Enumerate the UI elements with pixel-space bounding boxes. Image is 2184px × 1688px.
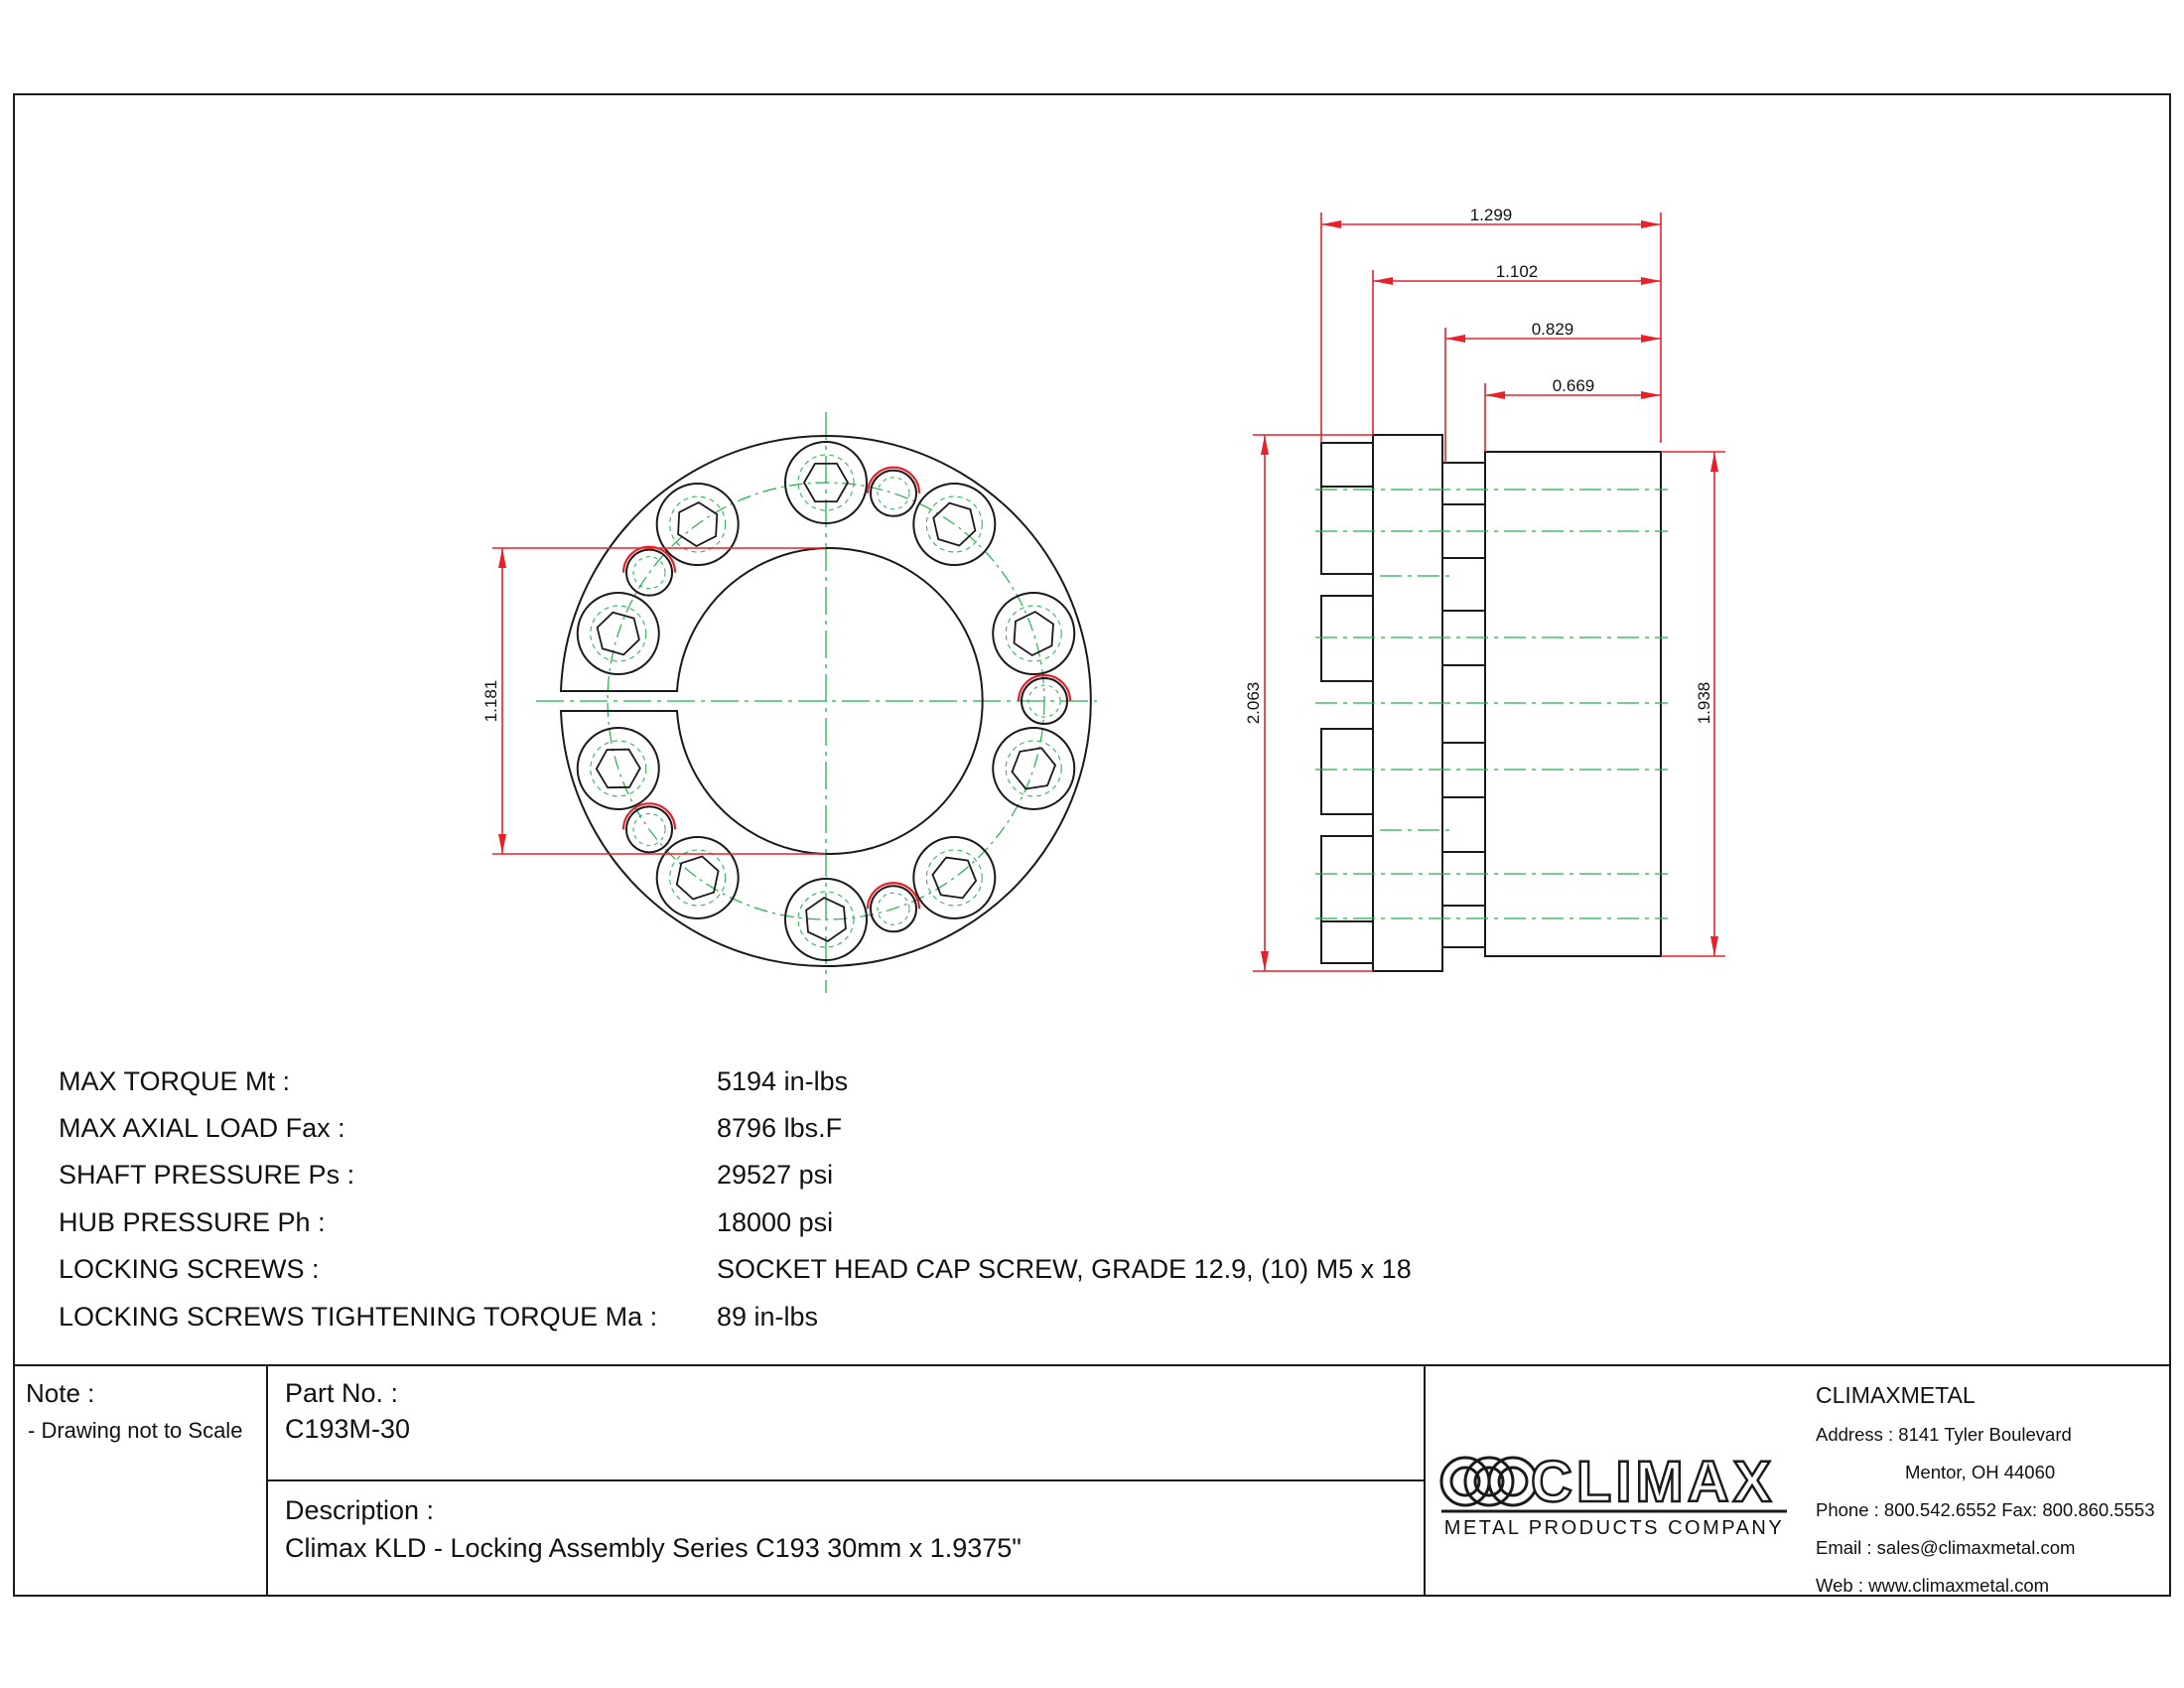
dim-text-1299: 1.299 bbox=[1469, 206, 1513, 224]
spec-label-tightening-torque: LOCKING SCREWS TIGHTENING TORQUE Ma : bbox=[59, 1302, 658, 1332]
bolt-hole bbox=[913, 837, 995, 918]
address-line-1: Address : 8141 Tyler Boulevard bbox=[1816, 1424, 2072, 1445]
pull-hole bbox=[623, 547, 675, 596]
dim-text-1938: 1.938 bbox=[1695, 681, 1713, 725]
dimension-1102 bbox=[1373, 270, 1661, 435]
front-view bbox=[536, 412, 1097, 993]
spec-label-shaft-pressure: SHAFT PRESSURE Ps : bbox=[59, 1160, 355, 1190]
pull-hole bbox=[868, 468, 919, 516]
part-number-value: C193M-30 bbox=[285, 1414, 411, 1444]
pull-holes bbox=[623, 468, 1070, 931]
description-value: Climax KLD - Locking Assembly Series C193 30mm x 1.9375" bbox=[285, 1533, 1022, 1563]
pull-hole bbox=[868, 883, 919, 931]
note-label: Note : bbox=[26, 1378, 95, 1408]
spec-value-tightening-torque: 89 in-lbs bbox=[717, 1302, 819, 1332]
dimension-labels bbox=[481, 206, 1713, 724]
spec-label-max-torque: MAX TORQUE Mt : bbox=[59, 1066, 291, 1096]
logo-subtitle: METAL PRODUCTS COMPANY bbox=[1443, 1517, 1785, 1539]
bolt-hole bbox=[657, 837, 739, 918]
email: Email : sales@climaxmetal.com bbox=[1816, 1537, 2076, 1558]
bolt-hole bbox=[993, 728, 1074, 809]
spec-label-max-axial-load: MAX AXIAL LOAD Fax : bbox=[59, 1113, 345, 1143]
dimension-1938 bbox=[1661, 452, 1725, 956]
title-block-top-rule bbox=[13, 1364, 2171, 1366]
dim-text-0829: 0.829 bbox=[1531, 320, 1574, 339]
dim-text-2063: 2.063 bbox=[1244, 681, 1263, 725]
spec-label-hub-pressure: HUB PRESSURE Ph : bbox=[59, 1207, 326, 1237]
spec-label-locking-screws: LOCKING SCREWS : bbox=[59, 1254, 320, 1284]
address-line-2: Mentor, OH 44060 bbox=[1905, 1462, 2056, 1482]
spec-value-max-torque: 5194 in-lbs bbox=[717, 1066, 849, 1096]
phone-fax: Phone : 800.542.6552 Fax: 800.860.5553 bbox=[1816, 1499, 2155, 1520]
spec-value-shaft-pressure: 29527 psi bbox=[717, 1160, 834, 1190]
part-number-label: Part No. : bbox=[285, 1378, 399, 1408]
description-label: Description : bbox=[285, 1495, 435, 1525]
pull-hole bbox=[623, 803, 675, 852]
company-name: CLIMAXMETAL bbox=[1816, 1382, 1976, 1408]
dim-text-1102: 1.102 bbox=[1495, 262, 1539, 281]
spec-value-locking-screws: SOCKET HEAD CAP SCREW, GRADE 12.9, (10) M5 x 18 bbox=[717, 1254, 1412, 1284]
spec-value-hub-pressure: 18000 psi bbox=[717, 1207, 834, 1237]
dim-text-1181: 1.181 bbox=[481, 679, 500, 723]
spec-value-max-axial-load: 8796 lbs.F bbox=[717, 1113, 843, 1143]
website: Web : www.climaxmetal.com bbox=[1816, 1575, 2050, 1596]
dim-text-0669: 0.669 bbox=[1552, 376, 1595, 395]
side-view bbox=[1315, 435, 1668, 971]
logo-word: CLIMAX bbox=[1531, 1450, 1776, 1514]
title-block-part-desc-rule bbox=[266, 1479, 1425, 1481]
climax-logo bbox=[1439, 1440, 1797, 1539]
note-text: - Drawing not to Scale bbox=[28, 1418, 243, 1443]
bolt-hole bbox=[993, 593, 1074, 674]
front-view-centerlines bbox=[536, 412, 1097, 993]
side-view-centerlines bbox=[1315, 490, 1668, 918]
